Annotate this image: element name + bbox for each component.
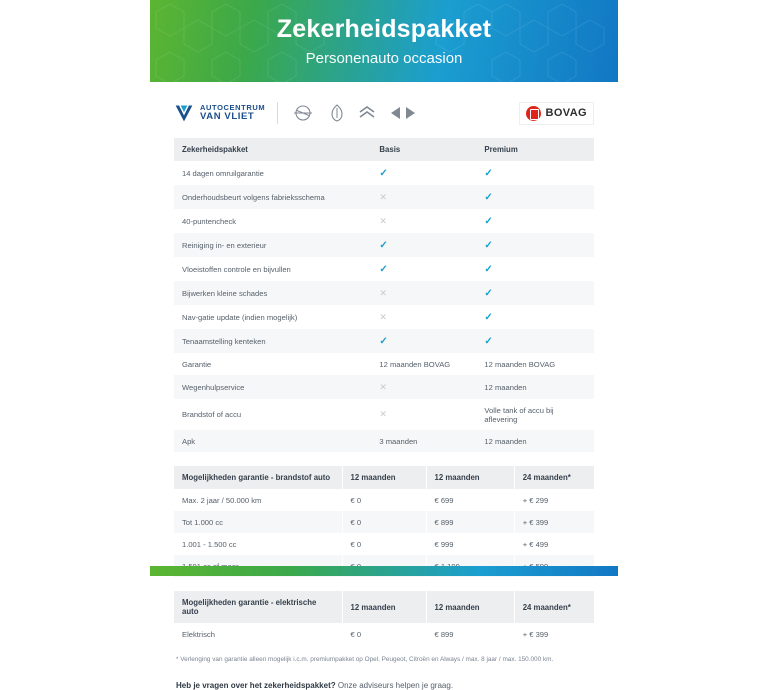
citroen-logo [358, 104, 376, 122]
electric-header-label: Mogelijkheden garantie - elektrische auto [174, 591, 342, 623]
electric-row-label: Elektrisch [174, 623, 342, 645]
feature-label: Onderhoudsbeurt volgens fabrieksschema [174, 185, 371, 209]
features-header-basis: Basis [371, 138, 476, 161]
feature-label: Reiniging in- en exterieur [174, 233, 371, 257]
check-icon: ✓ [379, 239, 388, 251]
fuel-body [174, 489, 594, 577]
table-row [174, 533, 594, 555]
feature-label: Nav-gatie update (indien mogelijk) [182, 312, 298, 322]
cta-question: Heb je vragen over het zekerheidspakket? [176, 680, 336, 690]
feature-premium [476, 161, 594, 185]
features-header-premium: Premium [476, 138, 594, 161]
fuel-row-c3: € 999 [426, 533, 514, 555]
feature-basis [371, 375, 476, 399]
electric-row-c4: + € 399 [522, 629, 549, 639]
check-icon: ✓ [484, 167, 493, 179]
feature-basis [371, 329, 476, 353]
feature-label: Apk [174, 430, 371, 452]
feature-label: Bijwerken kleine schades [174, 281, 371, 305]
table-row [174, 353, 594, 375]
feature-label: Vloeistoffen controle en bijvullen [182, 264, 291, 274]
table-spacer [174, 577, 594, 591]
bovag-label: BOVAG [545, 107, 587, 119]
table-row [174, 430, 594, 452]
banner-subtitle: Personenauto occasion [305, 49, 463, 67]
cross-icon: ✕ [379, 191, 387, 202]
table-row [174, 489, 594, 511]
feature-premium [476, 305, 594, 329]
table-row [174, 209, 594, 233]
fuel-header-label: Mogelijkheden garantie - brandstof auto [174, 466, 342, 489]
fuel-row-label: 1.001 - 1.500 cc [174, 533, 342, 555]
bovag-mark-icon [526, 106, 541, 121]
fuel-header-row [174, 466, 594, 489]
feature-basis [371, 185, 476, 209]
fuel-header-col2: 12 maanden [342, 466, 426, 489]
electric-row-c3: € 899 [426, 623, 514, 645]
electric-warranty-table [174, 591, 594, 645]
table-row [174, 305, 594, 329]
check-icon: ✓ [484, 287, 493, 299]
fuel-row-label: Tot 1.000 cc [174, 511, 342, 533]
cross-icon: ✕ [379, 215, 387, 226]
electric-header-col2: 12 maanden [342, 591, 426, 623]
feature-premium [476, 209, 594, 233]
cross-icon: ✕ [379, 381, 387, 392]
feature-basis [371, 399, 476, 430]
electric-body [174, 623, 594, 645]
logo-divider [277, 102, 278, 124]
banner-title: Zekerheidspakket [276, 15, 492, 43]
table-row [174, 399, 594, 430]
table-row [174, 233, 594, 257]
cross-icon: ✕ [379, 311, 387, 322]
feature-label: Brandstof of accu [182, 410, 242, 419]
opel-logo [290, 104, 316, 122]
check-icon: ✓ [484, 191, 493, 203]
fuel-row-c3: € 899 [426, 511, 514, 533]
fuel-warranty-table [174, 466, 594, 577]
cross-icon: ✕ [379, 409, 387, 419]
check-icon: ✓ [484, 215, 493, 227]
bovag-badge [519, 102, 594, 125]
feature-basis [371, 305, 476, 329]
check-icon: ✓ [484, 311, 493, 323]
electric-header-col3: 12 maanden [426, 591, 514, 623]
feature-premium [476, 329, 594, 353]
feature-premium: 12 maanden [476, 375, 594, 399]
table-row [174, 257, 594, 281]
logo-row [174, 88, 594, 138]
fuel-row-c4: + € 399 [514, 511, 594, 533]
fuel-row-c3: € 699 [426, 489, 514, 511]
cross-icon: ✕ [379, 287, 387, 298]
content-sheet [150, 82, 618, 690]
peugeot-logo [330, 104, 344, 122]
electric-header-row [174, 591, 594, 623]
brand-line-1: AUTOCENTRUM [200, 103, 266, 113]
feature-basis: 12 maanden BOVAG [379, 359, 451, 369]
marque-logos [290, 104, 416, 122]
check-icon: ✓ [379, 335, 388, 347]
feature-label: 14 dagen omruilgarantie [182, 168, 264, 178]
feature-label: 40-puntencheck [182, 216, 237, 226]
header-banner [150, 0, 618, 82]
feature-premium [476, 185, 594, 209]
feature-label: Tenaamstelling kenteken [174, 329, 371, 353]
fuel-row-c2: € 0 [342, 489, 426, 511]
feature-basis [371, 209, 476, 233]
fuel-header-col4: 24 maanden* [514, 466, 594, 489]
fuel-row-c2: € 0 [342, 533, 426, 555]
fuel-row-label: Max. 2 jaar / 50.000 km [174, 489, 342, 511]
table-spacer [174, 452, 594, 466]
table-row [174, 185, 594, 209]
feature-basis: 3 maanden [371, 430, 476, 452]
footer-strip [150, 566, 618, 576]
cta-answer: Onze adviseurs helpen je graag. [337, 680, 454, 690]
footnote: * Verlenging van garantie alleen mogelijk i.c.m. premiumpakket op Opel, Peugeot, Citroën en Always / max. 8 jaar / max. 150.000 km. [176, 656, 554, 663]
table-row [174, 511, 594, 533]
feature-premium [476, 233, 594, 257]
table-row [174, 281, 594, 305]
check-icon: ✓ [379, 263, 388, 275]
feature-premium [476, 281, 594, 305]
cta-text [174, 681, 594, 690]
table-row [174, 623, 594, 645]
feature-premium: 12 maanden BOVAG [484, 359, 556, 369]
feature-premium: 12 maanden [476, 430, 594, 452]
feature-basis [371, 233, 476, 257]
feature-basis [371, 281, 476, 305]
autocentrum-van-vliet-logo [174, 103, 265, 123]
feature-premium [476, 257, 594, 281]
brand-line-2: VAN VLIET [200, 110, 255, 122]
feature-premium: Volle tank of accu bij aflevering [484, 405, 554, 424]
always-logo [390, 106, 416, 120]
fuel-row-c4: + € 299 [522, 495, 549, 505]
fuel-row-c4: + € 499 [522, 539, 549, 549]
feature-basis [371, 257, 476, 281]
table-row [174, 329, 594, 353]
features-table [174, 138, 594, 452]
v-mark-icon [174, 103, 194, 123]
check-icon: ✓ [484, 263, 493, 275]
features-body [174, 161, 594, 452]
feature-basis [371, 161, 476, 185]
check-icon: ✓ [379, 167, 388, 179]
features-header-row [174, 138, 594, 161]
check-icon: ✓ [484, 335, 493, 347]
electric-header-col4: 24 maanden* [514, 591, 594, 623]
table-row [174, 375, 594, 399]
features-header-feature: Zekerheidspakket [174, 138, 371, 161]
electric-row-c2: € 0 [342, 623, 426, 645]
fuel-row-c2: € 0 [342, 511, 426, 533]
feature-label: Wegenhulpservice [174, 375, 371, 399]
table-row [174, 161, 594, 185]
fuel-header-col3: 12 maanden [426, 466, 514, 489]
feature-label: Garantie [182, 359, 212, 369]
brand-wordmark [200, 104, 265, 122]
check-icon: ✓ [484, 239, 493, 251]
